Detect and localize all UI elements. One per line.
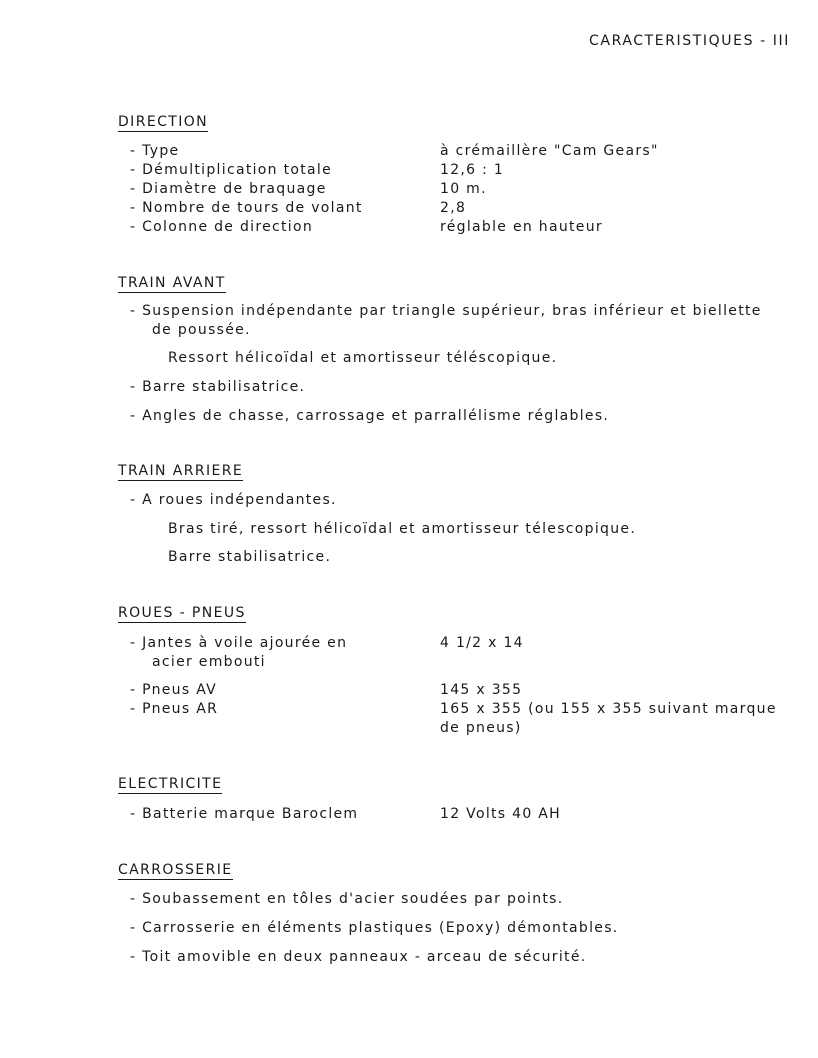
page-header: CARACTERISTIQUES - III xyxy=(589,33,790,49)
section-title-train-avant: TRAIN AVANT xyxy=(118,275,226,291)
direction-value-colonne: réglable en hauteur xyxy=(440,219,603,235)
direction-value-demultiplication: 12,6 : 1 xyxy=(440,162,505,178)
train-avant-line-suspension-cont: de poussée. xyxy=(152,322,251,338)
section-title-direction: DIRECTION xyxy=(118,114,209,130)
roues-label-jantes: - Jantes à voile ajourée en xyxy=(130,635,348,651)
train-avant-line-barre: - Barre stabilisatrice. xyxy=(130,379,306,395)
electricite-label-batterie: - Batterie marque Baroclem xyxy=(130,806,359,822)
roues-label-jantes-cont: acier embouti xyxy=(152,654,266,670)
direction-label-colonne: - Colonne de direction xyxy=(130,219,314,235)
electricite-value-batterie: 12 Volts 40 AH xyxy=(440,806,562,822)
carrosserie-line-toit: - Toit amovible en deux panneaux - arceau de sécurité. xyxy=(130,949,587,965)
train-avant-line-angles: - Angles de chasse, carrossage et parrallélisme réglables. xyxy=(130,408,610,424)
direction-label-type: - Type xyxy=(130,143,180,159)
roues-value-pneus-ar: 165 x 355 (ou 155 x 355 suivant marque de pneus) xyxy=(440,701,777,736)
direction-value-type: à crémaillère "Cam Gears" xyxy=(440,143,659,159)
section-title-carrosserie: CARROSSERIE xyxy=(118,862,233,878)
roues-value-pneus-av: 145 x 355 xyxy=(440,682,523,698)
carrosserie-line-soubassement: - Soubassement en tôles d'acier soudées par points. xyxy=(130,891,564,907)
direction-label-demultiplication: - Démultiplication totale xyxy=(130,162,333,178)
direction-label-diametre: - Diamètre de braquage xyxy=(130,181,327,197)
train-arriere-line-barre: Barre stabilisatrice. xyxy=(168,549,332,565)
section-title-roues-pneus: ROUES - PNEUS xyxy=(118,605,246,621)
train-avant-line-ressort: Ressort hélicoïdal et amortisseur téléscopique. xyxy=(168,350,558,366)
carrosserie-line-elements: - Carrosserie en éléments plastiques (Epoxy) démontables. xyxy=(130,920,619,936)
direction-value-diametre: 10 m. xyxy=(440,181,487,197)
roues-value-jantes: 4 1/2 x 14 xyxy=(440,635,524,651)
train-arriere-line-bras: Bras tiré, ressort hélicoïdal et amortisseur télescopique. xyxy=(168,521,637,537)
roues-label-pneus-ar: - Pneus AR xyxy=(130,701,219,717)
train-arriere-line-roues: - A roues indépendantes. xyxy=(130,492,337,508)
roues-label-pneus-av: - Pneus AV xyxy=(130,682,218,698)
train-avant-line-suspension: - Suspension indépendante par triangle supérieur, bras inférieur et biellette xyxy=(130,303,762,319)
direction-value-tours: 2,8 xyxy=(440,200,467,216)
direction-label-tours: - Nombre de tours de volant xyxy=(130,200,363,216)
section-title-electricite: ELECTRICITE xyxy=(118,776,223,792)
section-title-train-arriere: TRAIN ARRIERE xyxy=(118,463,244,479)
